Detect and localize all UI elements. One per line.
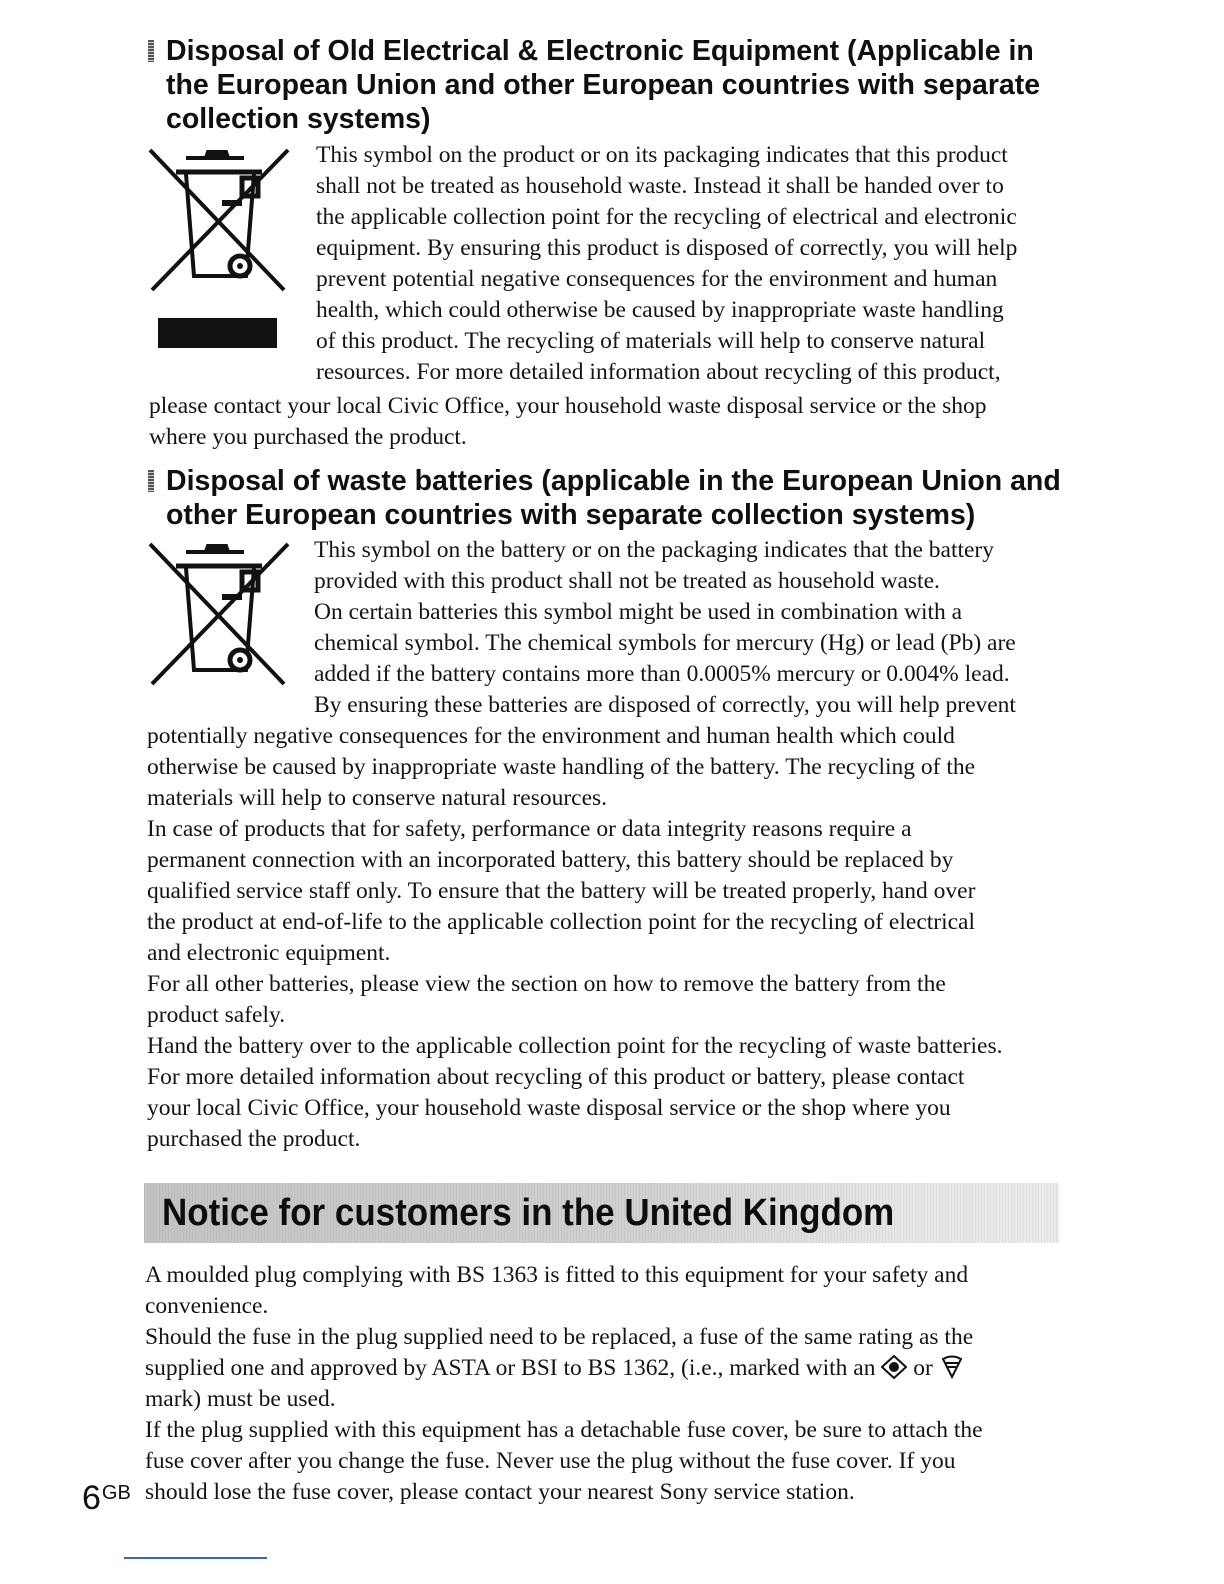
batteries-paragraph-continued xyxy=(147,721,1002,1155)
uk-line: fuse cover after you change the fuse. Never use the plug without the fuse cover. If you xyxy=(145,1448,956,1474)
batteries-line: qualified service staff only. To ensure that the battery will be treated properly, hand over xyxy=(147,878,976,904)
weee-line: where you purchased the product. xyxy=(149,424,467,450)
uk-line: If the plug supplied with this equipment has a detachable fuse cover, be sure to attach the xyxy=(145,1417,983,1443)
crossed-out-wheelie-bin-icon xyxy=(146,146,292,294)
batteries-line: purchased the product. xyxy=(147,1126,361,1152)
uk-line: mark) must be used. xyxy=(145,1386,336,1412)
heading-marker xyxy=(148,470,154,492)
batteries-line: provided with this product shall not be treated as household waste. xyxy=(314,568,940,594)
section-heading-weee-text: Disposal of Old Electrical & Electronic Equipment (Applicable in the European Union and other European countries with separate collection systems) xyxy=(166,35,1041,135)
page-number xyxy=(82,1478,131,1518)
uk-notice-banner xyxy=(144,1183,1059,1243)
batteries-paragraph xyxy=(314,535,1016,721)
section-heading-batteries-text: Disposal of waste batteries (applicable in the European Union and other European countries with separate collection systems) xyxy=(166,465,1061,531)
batteries-line: otherwise be caused by inappropriate waste handling of the battery. The recycling of the xyxy=(147,754,976,780)
uk-line: should lose the fuse cover, please contact your nearest Sony service station. xyxy=(145,1479,855,1505)
page-number-digit: 6 xyxy=(82,1479,101,1517)
weee-paragraph-continued xyxy=(149,391,987,453)
batteries-line: your local Civic Office, your household waste disposal service or the shop where you xyxy=(147,1095,951,1121)
batteries-line: the product at end-of-life to the applicable collection point for the recycling of electrical xyxy=(147,909,976,935)
crossed-out-wheelie-bin-icon xyxy=(146,540,292,688)
uk-line: Should the fuse in the plug supplied need to be replaced, a fuse of the same rating as the xyxy=(145,1324,974,1350)
uk-line: convenience. xyxy=(145,1293,269,1319)
batteries-line: This symbol on the battery or on the packaging indicates that the battery xyxy=(314,537,995,563)
uk-line-text: supplied one and approved by ASTA or BSI to BS 1362, (i.e., marked with an xyxy=(145,1355,876,1381)
batteries-line: materials will help to conserve natural resources. xyxy=(147,785,608,811)
uk-or-text: or xyxy=(913,1355,933,1381)
page-number-suffix: GB xyxy=(101,1482,131,1504)
batteries-line: For all other batteries, please view the section on how to remove the battery from the xyxy=(147,971,946,997)
weee-line: the applicable collection point for the recycling of electrical and electronic xyxy=(316,204,1017,230)
batteries-line: potentially negative consequences for the environment and human health which could xyxy=(147,723,955,749)
batteries-line: For more detailed information about recycling of this product or battery, please contact xyxy=(147,1064,965,1090)
batteries-line: By ensuring these batteries are disposed of correctly, you will help prevent xyxy=(314,692,1016,718)
weee-line: resources. For more detailed information about recycling of this product, xyxy=(316,359,1001,385)
uk-notice-title: Notice for customers in the United Kingdom xyxy=(162,1192,895,1234)
weee-line: prevent potential negative consequences for the environment and human xyxy=(316,266,998,292)
batteries-line: On certain batteries this symbol might be used in combination with a xyxy=(314,599,963,625)
weee-line: equipment. By ensuring this product is disposed of correctly, you will help xyxy=(316,235,1018,261)
symbol-underbar xyxy=(158,318,277,348)
batteries-line: added if the battery contains more than 0.0005% mercury or 0.004% lead. xyxy=(314,661,1010,687)
batteries-line: Hand the battery over to the applicable collection point for the recycling of waste batteries. xyxy=(147,1033,1003,1059)
asta-mark-icon xyxy=(881,1355,907,1379)
batteries-line: and electronic equipment. xyxy=(147,940,391,966)
bsi-kitemark-icon xyxy=(939,1355,965,1379)
section-heading-weee xyxy=(144,34,1074,136)
uk-notice-paragraph xyxy=(145,1260,983,1508)
heading-marker xyxy=(148,40,154,62)
weee-line: please contact your local Civic Office, your household waste disposal service or the shop xyxy=(149,393,987,419)
weee-line: of this product. The recycling of materials will help to conserve natural xyxy=(316,328,986,354)
footer-divider xyxy=(124,1557,267,1559)
uk-line: A moulded plug complying with BS 1363 is fitted to this equipment for your safety and xyxy=(145,1262,969,1288)
weee-paragraph xyxy=(316,140,1017,388)
section-heading-batteries xyxy=(144,464,1074,532)
batteries-line: product safely. xyxy=(147,1002,286,1028)
batteries-line: permanent connection with an incorporated battery, this battery should be replaced by xyxy=(147,847,954,873)
batteries-line: chemical symbol. The chemical symbols for mercury (Hg) or lead (Pb) are xyxy=(314,630,1016,656)
uk-line-with-marks xyxy=(145,1353,983,1384)
weee-line: This symbol on the product or on its packaging indicates that this product xyxy=(316,142,1008,168)
batteries-line: In case of products that for safety, performance or data integrity reasons require a xyxy=(147,816,912,842)
weee-line: health, which could otherwise be caused by inappropriate waste handling xyxy=(316,297,1004,323)
weee-line: shall not be treated as household waste. Instead it shall be handed over to xyxy=(316,173,1004,199)
